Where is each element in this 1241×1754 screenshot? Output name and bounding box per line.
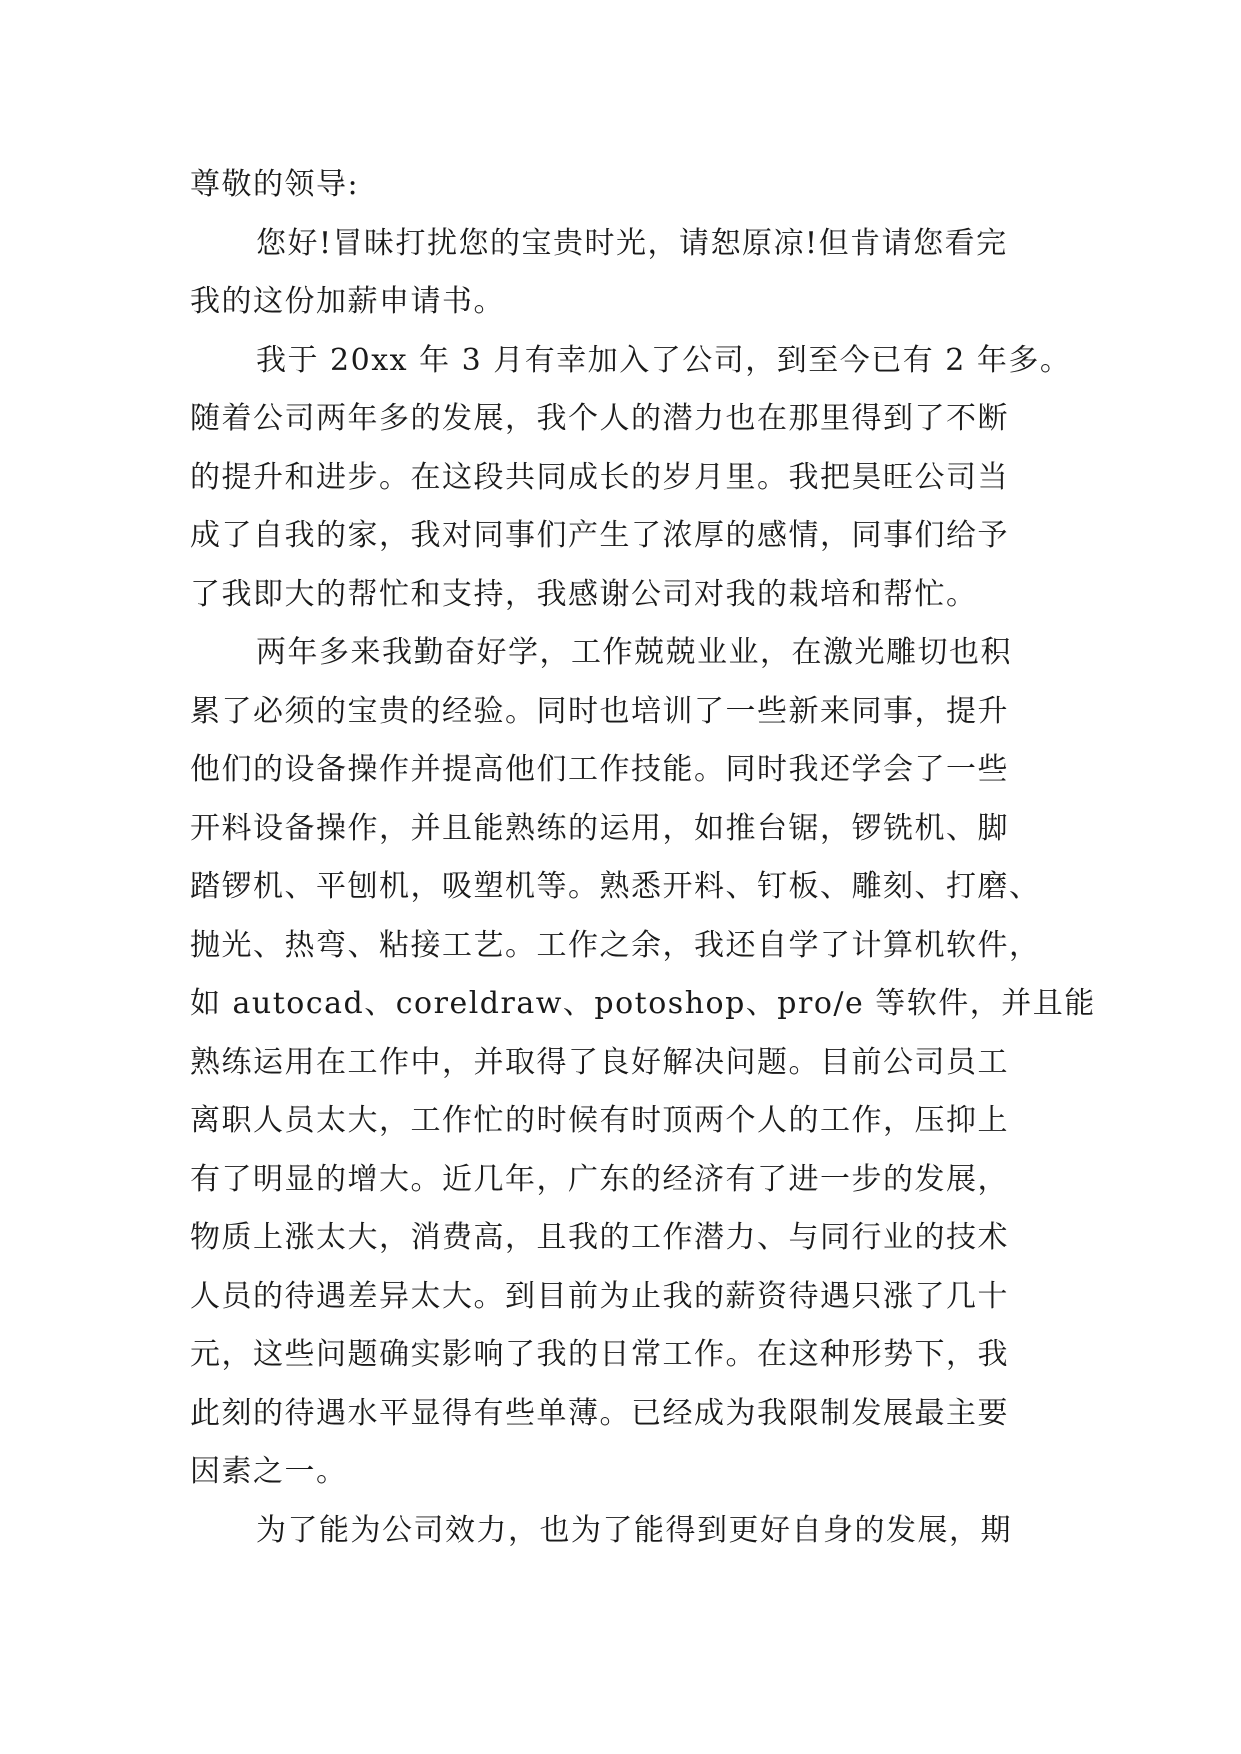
body-line: 成了自我的家，我对同事们产生了浓厚的感情，同事们给予 <box>190 518 1009 553</box>
salutation: 尊敬的领导: <box>190 167 360 202</box>
body-line: 他们的设备操作并提高他们工作技能。同时我还学会了一些 <box>190 752 1009 787</box>
body-line: 此刻的待遇水平显得有些单薄。已经成为我限制发展最主要 <box>190 1395 1009 1431</box>
body-line: 的提升和进步。在这段共同成长的岁月里。我把昊旺公司当 <box>190 459 1009 495</box>
body-line: 抛光、热弯、粘接工艺。工作之余，我还自学了计算机软件， <box>190 927 1041 963</box>
body-line: 物质上涨太大，消费高，且我的工作潜力、与同行业的技术 <box>190 1220 1009 1255</box>
body-line: 我于 20xx 年 3 月有幸加入了公司，到至今已有 2 年多。 <box>256 342 1072 378</box>
body-line: 了我即大的帮忙和支持，我感谢公司对我的栽培和帮忙。 <box>190 576 978 612</box>
body-line: 开料设备操作，并且能熟练的运用，如推台锯，锣铣机、脚 <box>190 810 1009 846</box>
body-line: 熟练运用在工作中，并取得了良好解决问题。目前公司员工 <box>190 1044 1009 1080</box>
body-line: 离职人员太大，工作忙的时候有时顶两个人的工作，压抑上 <box>190 1103 1009 1138</box>
body-line: 累了必须的宝贵的经验。同时也培训了一些新来同事，提升 <box>190 693 1009 729</box>
body-line: 有了明显的增大。近几年，广东的经济有了进一步的发展， <box>190 1161 1009 1197</box>
body-line: 您好!冒昧打扰您的宝贵时光，请恕原凉!但肯请您看完 <box>256 225 1008 261</box>
body-line: 因素之一。 <box>190 1454 348 1489</box>
body-line: 人员的待遇差异太大。到目前为止我的薪资待遇只涨了几十 <box>190 1278 1009 1314</box>
body-line: 随着公司两年多的发展，我个人的潜力也在那里得到了不断 <box>190 401 1009 436</box>
body-line: 为了能为公司效力，也为了能得到更好自身的发展，期 <box>256 1512 1012 1548</box>
body-line: 我的这份加薪申请书。 <box>190 284 505 319</box>
body-line: 元，这些问题确实影响了我的日常工作。在这种形势下，我 <box>190 1337 1009 1372</box>
body-line: 踏锣机、平刨机，吸塑机等。熟悉开料、钉板、雕刻、打磨、 <box>190 869 1041 904</box>
body-line: 如 autocad、coreldraw、potoshop、pro/e 等软件，并且能 <box>190 986 1096 1021</box>
letter-body <box>190 156 1096 1560</box>
body-line: 两年多来我勤奋好学，工作兢兢业业，在激光雕切也积 <box>256 635 1012 670</box>
